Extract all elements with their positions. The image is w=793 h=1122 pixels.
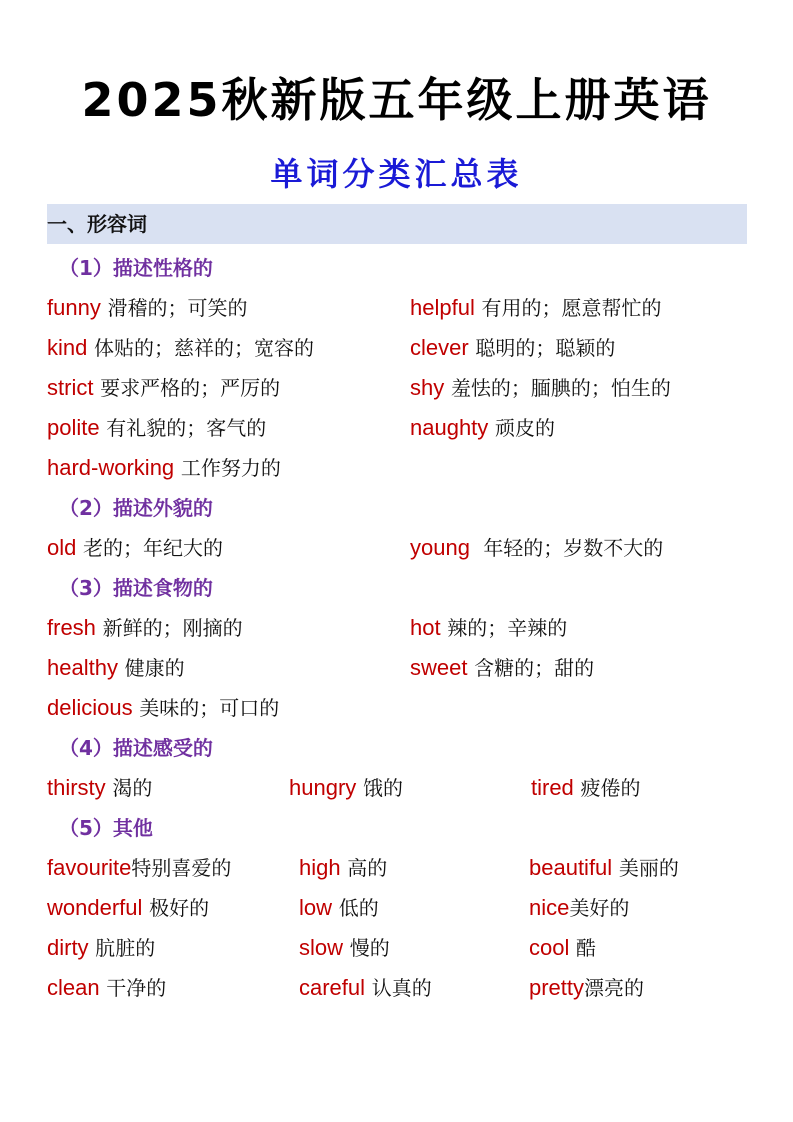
chinese-meaning: 慢的 — [349, 936, 390, 960]
word-entry — [47, 768, 152, 808]
english-word: delicious — [47, 695, 133, 720]
word-entry — [410, 648, 594, 688]
word-entry — [410, 408, 555, 448]
chinese-meaning: 漂亮的 — [584, 976, 645, 1000]
word-entry — [410, 288, 662, 328]
chinese-meaning: 酷 — [576, 936, 597, 960]
chinese-meaning: 聪明的；聪颖的 — [475, 336, 616, 360]
word-entry — [410, 528, 663, 568]
word-row — [47, 648, 757, 688]
word-row — [47, 608, 757, 648]
english-word: strict — [47, 375, 94, 400]
word-row — [47, 688, 757, 728]
chinese-meaning: 疲倦的 — [580, 776, 641, 800]
chinese-meaning: 体贴的；慈祥的；宽容的 — [94, 336, 315, 360]
english-word: beautiful — [529, 855, 613, 880]
english-word: thirsty — [47, 775, 106, 800]
english-word: slow — [299, 935, 344, 960]
word-entry — [47, 328, 314, 368]
word-entry — [529, 928, 596, 968]
english-word: young — [410, 535, 470, 560]
english-word: hard-working — [47, 455, 175, 480]
chinese-meaning: 有礼貌的；客气的 — [106, 416, 267, 440]
word-entry — [299, 848, 387, 888]
chinese-meaning: 顽皮的 — [494, 416, 555, 440]
chinese-meaning: 含糖的；甜的 — [474, 656, 595, 680]
chinese-meaning: 认真的 — [371, 976, 432, 1000]
english-word: favourite — [47, 855, 132, 880]
category-heading: （4）描述感受的 — [59, 736, 213, 760]
chinese-meaning: 健康的 — [124, 656, 185, 680]
english-word: hot — [410, 615, 441, 640]
word-entry — [47, 968, 166, 1008]
word-entry — [410, 328, 615, 368]
word-row — [47, 448, 757, 488]
chinese-meaning: 低的 — [338, 896, 379, 920]
chinese-meaning: 新鲜的；刚摘的 — [102, 616, 243, 640]
word-entry — [47, 288, 248, 328]
english-word: healthy — [47, 655, 118, 680]
word-row — [47, 768, 757, 808]
word-entry — [299, 888, 379, 928]
section-heading: 一、形容词 — [47, 204, 747, 244]
word-entry — [410, 608, 567, 648]
english-word: hungry — [289, 775, 357, 800]
category-heading: （2）描述外貌的 — [59, 496, 213, 520]
chinese-meaning: 年轻的；岁数不大的 — [483, 536, 664, 560]
chinese-meaning: 美丽的 — [618, 856, 679, 880]
chinese-meaning: 要求严格的；严厉的 — [100, 376, 281, 400]
chinese-meaning: 羞怯的；腼腆的；怕生的 — [450, 376, 671, 400]
english-word: funny — [47, 295, 101, 320]
english-word: polite — [47, 415, 100, 440]
word-row — [47, 848, 757, 888]
chinese-meaning: 饿的 — [362, 776, 403, 800]
page-subtitle: 单词分类汇总表 — [270, 155, 523, 193]
chinese-meaning: 美味的；可口的 — [139, 696, 280, 720]
english-word: dirty — [47, 935, 89, 960]
word-entry — [47, 448, 281, 488]
category-heading: （5）其他 — [59, 816, 153, 840]
english-word: pretty — [529, 975, 585, 1000]
word-entry — [47, 368, 280, 408]
vocabulary-list — [47, 248, 757, 1008]
english-word: helpful — [410, 295, 475, 320]
word-row — [47, 888, 757, 928]
english-word: naughty — [410, 415, 489, 440]
english-word: low — [299, 895, 333, 920]
english-word: clean — [47, 975, 100, 1000]
english-word: sweet — [410, 655, 468, 680]
word-entry — [47, 528, 223, 568]
word-entry — [410, 368, 671, 408]
word-row — [47, 328, 757, 368]
chinese-meaning: 极好的 — [149, 896, 210, 920]
word-row — [47, 288, 757, 328]
word-entry — [47, 648, 185, 688]
english-word: kind — [47, 335, 88, 360]
word-entry — [289, 768, 403, 808]
chinese-meaning: 滑稽的；可笑的 — [107, 296, 248, 320]
chinese-meaning: 有用的；愿意帮忙的 — [481, 296, 662, 320]
chinese-meaning: 美好的 — [569, 896, 630, 920]
chinese-meaning: 高的 — [347, 856, 388, 880]
english-word: tired — [531, 775, 574, 800]
word-entry — [531, 768, 640, 808]
english-word: careful — [299, 975, 366, 1000]
word-entry — [299, 928, 390, 968]
english-word: old — [47, 535, 77, 560]
word-entry — [47, 928, 155, 968]
word-entry — [299, 968, 432, 1008]
english-word: shy — [410, 375, 445, 400]
word-entry — [47, 408, 266, 448]
english-word: high — [299, 855, 341, 880]
chinese-meaning: 工作努力的 — [180, 456, 281, 480]
english-word: clever — [410, 335, 469, 360]
word-entry — [529, 848, 679, 888]
word-row — [47, 968, 757, 1008]
category-heading: （3）描述食物的 — [59, 576, 213, 600]
word-entry — [529, 888, 629, 928]
english-word: nice — [529, 895, 570, 920]
category-heading: （1）描述性格的 — [59, 256, 213, 280]
chinese-meaning: 特别喜爱的 — [131, 856, 232, 880]
page-title: 2025秋新版五年级上册英语 — [81, 73, 712, 127]
chinese-meaning: 老的；年纪大的 — [83, 536, 224, 560]
word-entry — [529, 968, 644, 1008]
word-row — [47, 928, 757, 968]
chinese-meaning: 辣的；辛辣的 — [447, 616, 568, 640]
word-entry — [47, 688, 279, 728]
english-word: wonderful — [47, 895, 143, 920]
english-word: cool — [529, 935, 570, 960]
chinese-meaning: 肮脏的 — [95, 936, 156, 960]
word-row — [47, 528, 757, 568]
word-row — [47, 368, 757, 408]
word-row — [47, 408, 757, 448]
word-entry — [47, 888, 209, 928]
chinese-meaning: 干净的 — [106, 976, 167, 1000]
chinese-meaning: 渴的 — [112, 776, 153, 800]
word-entry — [47, 848, 231, 888]
english-word: fresh — [47, 615, 96, 640]
word-entry — [47, 608, 243, 648]
